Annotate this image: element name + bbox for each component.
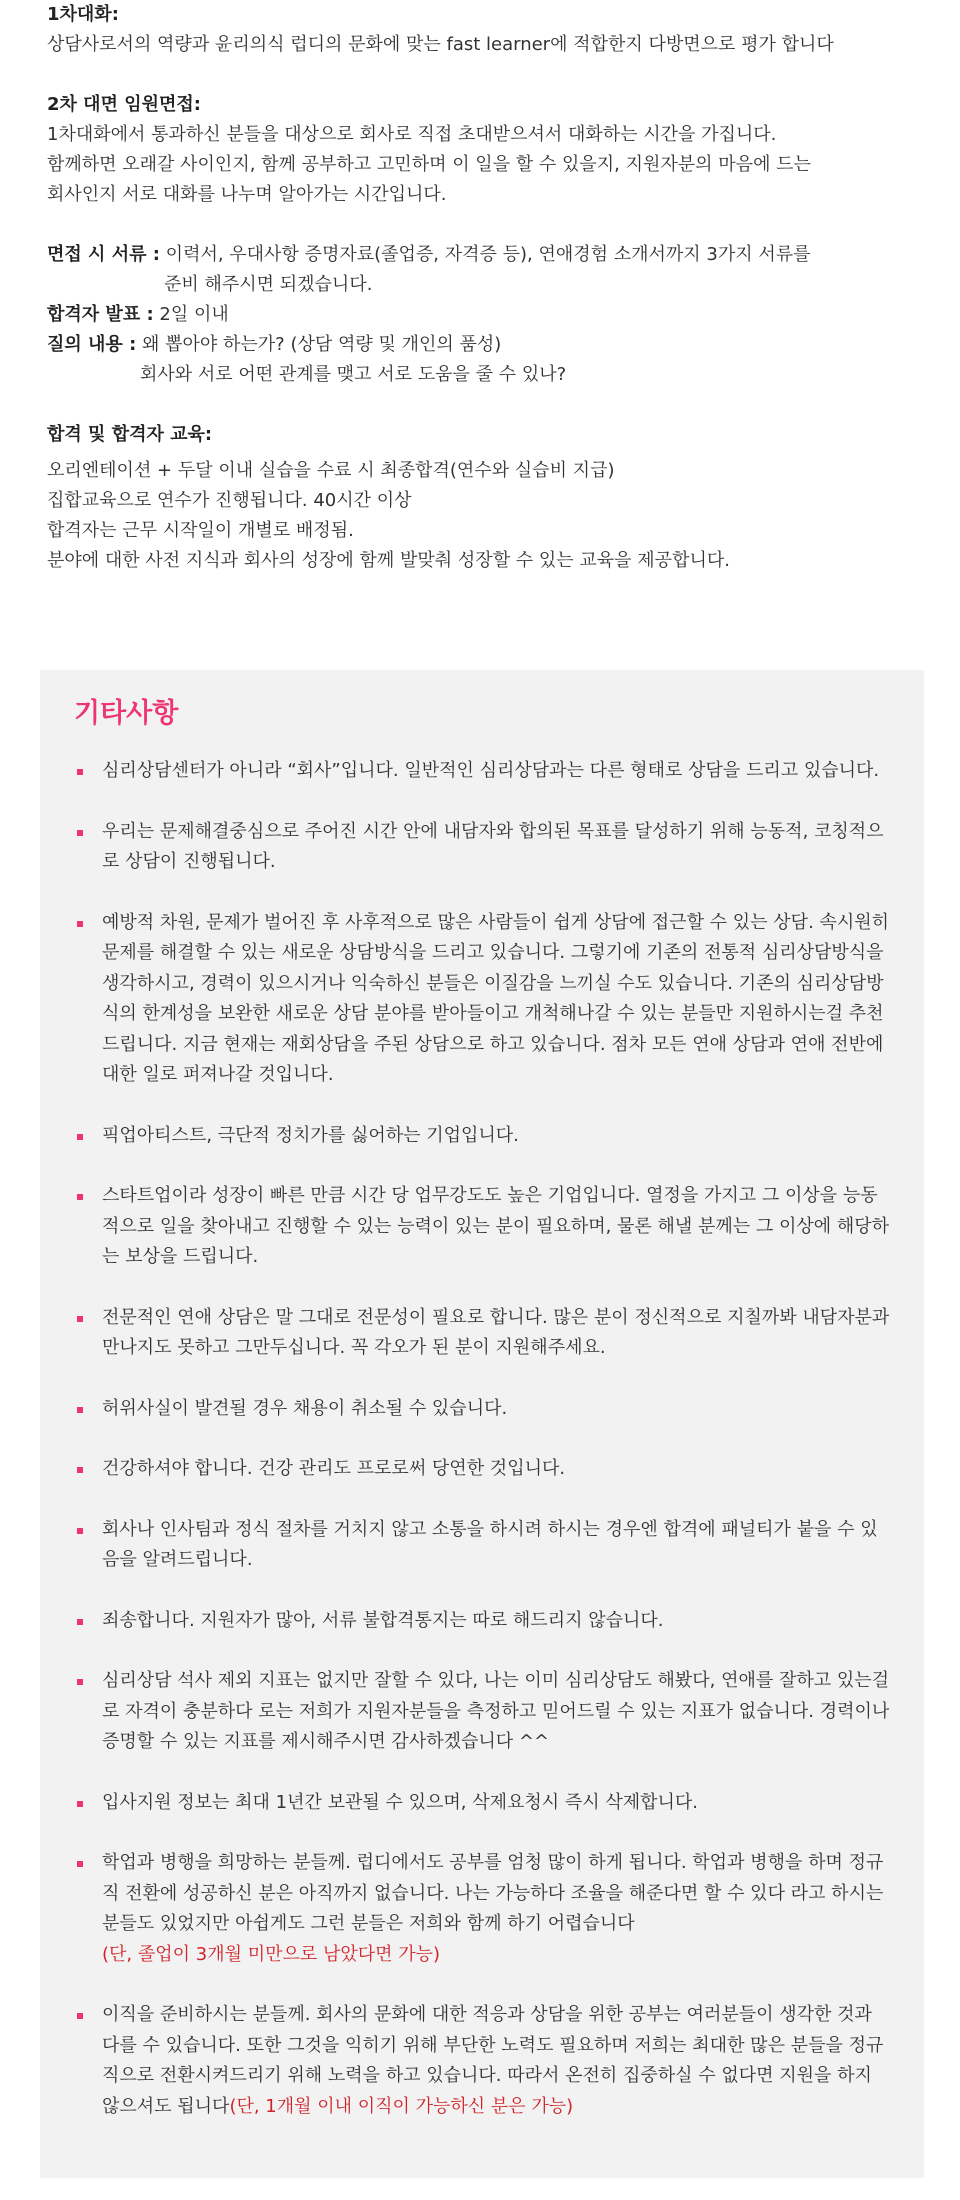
note-item xyxy=(74,1515,890,1576)
note-text: 심리상담센터가 아니라 “회사”입니다. 일반적인 심리상담과는 다른 형태로 상담을 드리고 있습니다. xyxy=(102,760,880,781)
note-item xyxy=(74,908,890,1091)
note-item xyxy=(74,1394,890,1425)
note-item xyxy=(74,1848,890,1970)
note-text: 회사나 인사팀과 정식 절차를 거치지 않고 소통을 하시려 하시는 경우엔 합격에 패널티가 붙을 수 있음을 알려드립니다. xyxy=(102,1518,878,1570)
note-text: 건강하셔야 합니다. 건강 관리도 프로로써 당연한 것입니다. xyxy=(102,1458,566,1479)
note-item xyxy=(74,1121,890,1152)
interview1-text: 상담사로서의 역량과 윤리의식 럽디의 문화에 맞는 fast learner에 적합한지 다방면으로 평가 합니다 xyxy=(47,34,834,55)
documents-text-continued: 준비 해주시면 되겠습니다. xyxy=(164,274,373,295)
documents-label: 면접 시 서류 : xyxy=(47,244,160,265)
notes-list xyxy=(74,756,890,2122)
note-text: 학업과 병행을 희망하는 분들께. 럽디에서도 공부를 엄청 많이 하게 됩니다. 학업과 병행을 하며 정규직 전환에 성공하신 분은 아직까지 없습니다. 나는 가능하다 조율을 해준다면 할 수 있다 라고 하시는 분들도 있었지만 아쉽게도 그런 분들은 저희와 함께 하기 어렵습니다 xyxy=(102,1852,884,1934)
note-item xyxy=(74,1606,890,1637)
questions-label: 질의 내용 : xyxy=(47,334,137,355)
questions-row xyxy=(47,330,927,360)
interview2-line: 함께하면 오래갈 사이인지, 함께 공부하고 고민하며 이 일을 할 수 있을지, 지원자분의 마음에 드는 xyxy=(47,154,811,175)
note-text: 이직을 준비하시는 분들께. 회사의 문화에 대한 적응과 상담을 위한 공부는 여러분들이 생각한 것과 다를 수 있습니다. 또한 그것을 익히기 위해 부단한 노력도 필요하며 저희는 최대한 많은 분들을 정규직으로 전환시켜드리기 위해 노력을 하고 있습니다. 따라서 온전히 집중하실 수 없다면 지원을 하지 않으셔도 됩니다 xyxy=(102,2004,884,2117)
note-text: 심리상담 석사 제외 지표는 없지만 잘할 수 있다, 나는 이미 심리상담도 해봤다, 연애를 잘하고 있는걸로 자격이 충분하다 로는 저희가 지원자분들을 측정하고 믿어드릴 수 있는 지표가 없습니다. 경력이나 증명할 수 있는 지표를 제시해주시면 감사하겠습니다 ^^ xyxy=(102,1670,890,1752)
note-text: 픽업아티스트, 극단적 정치가를 싫어하는 기업입니다. xyxy=(102,1124,519,1146)
note-text: 입사지원 정보는 최대 1년간 보관될 수 있으며, 삭제요청시 즉시 삭제합니다. xyxy=(102,1791,699,1813)
education-line: 집합교육으로 연수가 진행됩니다. 40시간 이상 xyxy=(47,490,412,511)
recruitment-process-section xyxy=(47,0,927,576)
documents-text: 이력서, 우대사항 증명자료(졸업증, 자격증 등), 연애경험 소개서까지 3가지 서류를 xyxy=(159,244,811,265)
note-item xyxy=(74,2000,890,2122)
note-item xyxy=(74,1788,890,1819)
education-line: 분야에 대한 사전 지식과 회사의 성장에 함께 발맞춰 성장할 수 있는 교육을 제공합니다. xyxy=(47,550,730,571)
announcement-value: 2일 이내 xyxy=(153,304,229,325)
announcement-row xyxy=(47,300,927,330)
interview1-title: 1차대화: xyxy=(47,4,119,25)
note-item xyxy=(74,1666,890,1758)
note-item xyxy=(74,1181,890,1273)
note-item xyxy=(74,817,890,878)
questions-text: 왜 뽑아야 하는가? (상담 역량 및 개인의 품성) xyxy=(136,334,502,355)
interview2-title: 2차 대면 임원면접: xyxy=(47,94,201,115)
note-text: 전문적인 연애 상담은 말 그대로 전문성이 필요로 합니다. 많은 분이 정신적으로 지칠까봐 내담자분과 만나지도 못하고 그만두십니다. 꼭 각오가 된 분이 지원해주세요. xyxy=(102,1306,890,1358)
education-line: 오리엔테이션 + 두달 이내 실습을 수료 시 최종합격(연수와 실습비 지급) xyxy=(47,460,615,481)
announcement-label: 합격자 발표 : xyxy=(47,304,154,325)
note-item xyxy=(74,756,890,787)
note-text: 죄송합니다. 지원자가 많아, 서류 불합격통지는 따로 해드리지 않습니다. xyxy=(102,1609,664,1631)
note-highlight: (단, 1개월 이내 이직이 가능하신 분은 가능) xyxy=(229,2095,574,2117)
other-notes-box xyxy=(40,670,924,2178)
interview2-line: 1차대화에서 통과하신 분들을 대상으로 회사로 직접 초대받으셔서 대화하는 시간을 가집니다. xyxy=(47,124,777,145)
note-text: 허위사실이 발견될 경우 채용이 취소될 수 있습니다. xyxy=(102,1397,508,1419)
interview2-line: 회사인지 서로 대화를 나누며 알아가는 시간입니다. xyxy=(47,184,447,205)
documents-row xyxy=(47,240,927,270)
note-highlight: (단, 졸업이 3개월 미만으로 남았다면 가능) xyxy=(102,1943,441,1965)
note-item xyxy=(74,1303,890,1364)
notes-title: 기타사항 xyxy=(74,698,179,729)
education-line: 합격자는 근무 시작일이 개별로 배정됨. xyxy=(47,520,354,541)
education-title: 합격 및 합격자 교육: xyxy=(47,424,213,445)
note-text: 우리는 문제해결중심으로 주어진 시간 안에 내담자와 합의된 목표를 달성하기 위해 능동적, 코칭적으로 상담이 진행됩니다. xyxy=(102,820,884,872)
note-text: 스타트업이라 성장이 빠른 만큼 시간 당 업무강도도 높은 기업입니다. 열정을 가지고 그 이상을 능동적으로 일을 찾아내고 진행할 수 있는 능력이 있는 분이 필요하며, 물론 해낼 분께는 그 이상에 해당하는 보상을 드립니다. xyxy=(102,1185,890,1267)
note-item xyxy=(74,1454,890,1485)
questions-text-continued: 회사와 서로 어떤 관계를 맺고 서로 도움을 줄 수 있나? xyxy=(140,364,567,385)
note-text: 예방적 차원, 문제가 벌어진 후 사후적으로 많은 사람들이 쉽게 상담에 접근할 수 있는 상담. 속시원히 문제를 해결할 수 있는 새로운 상담방식을 드리고 있습니다. 그렇기에 기존의 전통적 심리상담방식을 생각하시고, 경력이 있으시거나 익숙하신 분들은 이질감을 느끼실 수도 있습니다. 기존의 심리상담방식의 한계성을 보완한 새로운 상담 분야를 받아들이고 개척해나갈 수 있는 분들만 지원하시는걸 추천드립니다. 지금 현재는 재회상담을 주된 상담으로 하고 있습니다. 점차 모든 연애 상담과 연애 전반에 대한 일로 퍼져나갈 것입니다. xyxy=(102,911,890,1085)
